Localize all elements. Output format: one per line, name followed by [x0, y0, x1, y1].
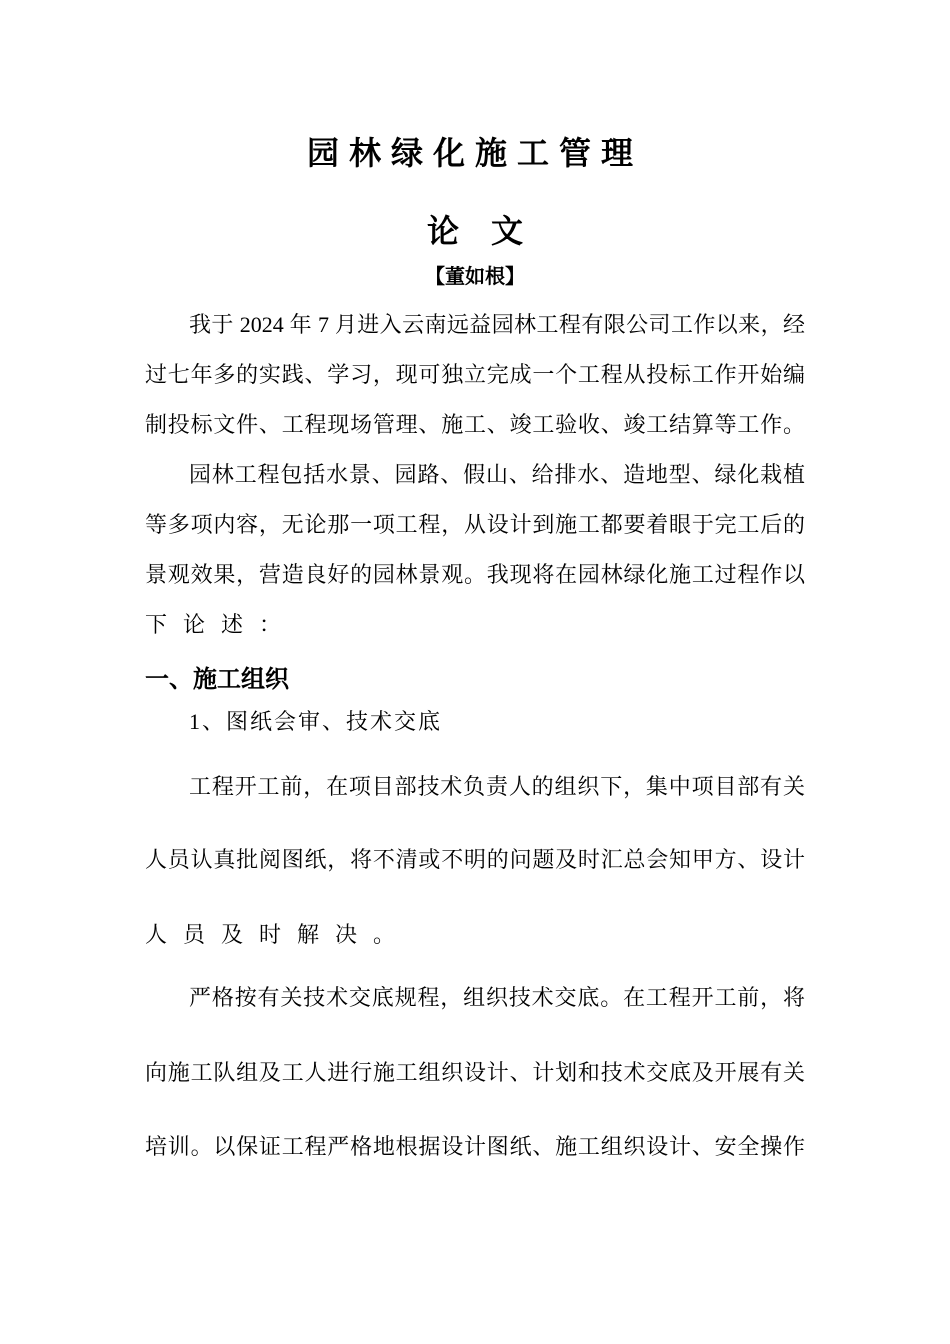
section-heading: 一、施工组织 — [145, 665, 289, 693]
document-subtitle: 论 文 — [426, 212, 523, 250]
paragraph-line: 培训。以保证工程严格地根据设计图纸、施工组织设计、安全操作 — [145, 1134, 805, 1159]
paragraph-line: 向施工队组及工人进行施工组织设计、计划和技术交底及开展有关 — [145, 1060, 805, 1085]
paragraph-line: 等多项内容，无论那一项工程，从设计到施工都要着眼于完工后的 — [145, 512, 805, 537]
document-title: 园林绿化施工管理 — [306, 134, 643, 172]
paragraph-line: 景观效果，营造良好的园林景观。我现将在园林绿化施工过程作以 — [145, 562, 805, 587]
subsection-heading: 1、图纸会审、技术交底 — [189, 709, 443, 734]
paragraph-line: 人员及时解决。 — [145, 922, 412, 947]
author-name: 【董如根】 — [425, 264, 525, 288]
paragraph-line: 过七年多的实践、学习，现可独立完成一个工程从投标工作开始编 — [145, 362, 805, 387]
paragraph-line: 人员认真批阅图纸，将不清或不明的问题及时汇总会知甲方、设计 — [145, 847, 805, 872]
paragraph-line: 严格按有关技术交底规程，组织技术交底。在工程开工前，将 — [189, 985, 805, 1010]
paragraph-line: 园林工程包括水景、园路、假山、给排水、造地型、绿化栽植 — [189, 462, 805, 487]
paragraph-line: 工程开工前，在项目部技术负责人的组织下，集中项目部有关 — [189, 774, 805, 799]
paragraph-line: 我于 2024 年 7 月进入云南远益园林工程有限公司工作以来，经 — [189, 312, 805, 337]
paragraph-line: 下论述： — [145, 612, 298, 637]
paragraph-line: 制投标文件、工程现场管理、施工、竣工验收、竣工结算等工作。 — [145, 412, 805, 437]
